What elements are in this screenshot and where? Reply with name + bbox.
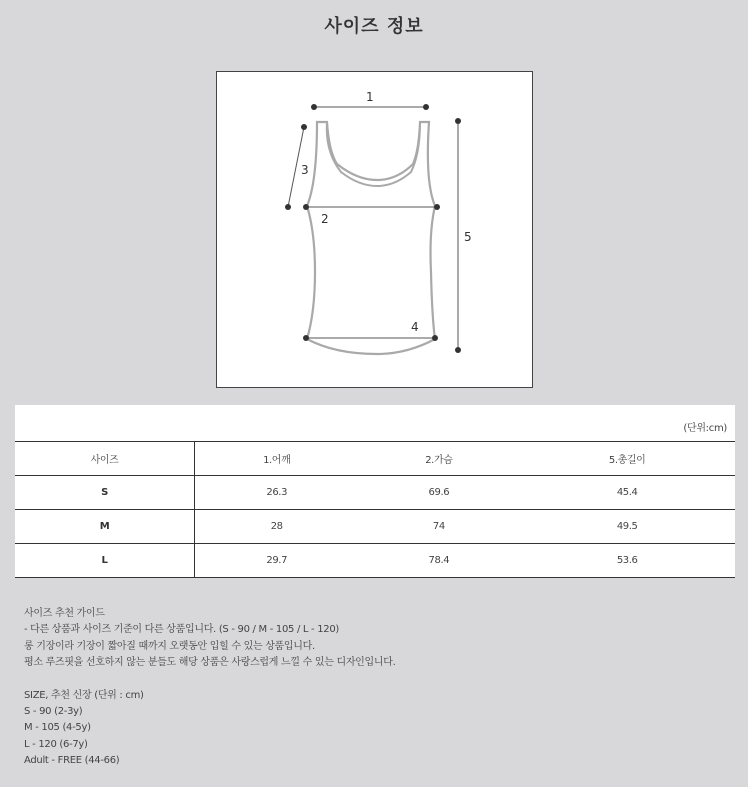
table-row <box>15 544 735 578</box>
height-guide-line: M - 105 (4-5y) <box>24 722 91 734</box>
header-chest: 2.가슴 <box>358 442 519 476</box>
header-length: 5.총길이 <box>519 442 735 476</box>
cell-chest: 69.6 <box>358 476 519 510</box>
table-row <box>15 476 735 510</box>
label-1: 1 <box>366 90 374 104</box>
unit-label: (단위:cm) <box>683 423 727 434</box>
height-guide-line: S - 90 (2-3y) <box>24 706 83 718</box>
cell-shoulder: 28 <box>195 510 359 544</box>
size-table <box>15 441 735 578</box>
guide-line: 평소 루즈핏을 선호하지 않는 분들도 해당 상품은 사랑스럽게 느낄 수 있는 디자인입니다. <box>24 657 396 669</box>
table-row <box>15 510 735 544</box>
height-guide-line: Adult - FREE (44-66) <box>24 755 120 767</box>
garment-neckline-inner <box>327 122 420 186</box>
cell-shoulder: 26.3 <box>195 476 359 510</box>
cell-shoulder: 29.7 <box>195 544 359 578</box>
cell-chest: 78.4 <box>358 544 519 578</box>
guide-heading: 사이즈 추천 가이드 <box>24 608 105 619</box>
size-diagram <box>216 71 533 388</box>
label-4: 4 <box>411 320 419 334</box>
header-size: 사이즈 <box>15 442 195 476</box>
cell-size: L <box>15 544 195 578</box>
cell-size: M <box>15 510 195 544</box>
height-guide-heading: SIZE, 추천 신장 (단위 : cm) <box>24 689 144 701</box>
cell-size: S <box>15 476 195 510</box>
table-header-row <box>15 442 735 476</box>
guide-line: 롱 기장이라 기장이 짧아질 때까지 오랫동안 입힐 수 있는 상품입니다. <box>24 640 315 652</box>
cell-length: 45.4 <box>519 476 735 510</box>
page-title: 사이즈 정보 <box>324 16 424 37</box>
label-3: 3 <box>301 163 309 177</box>
cell-length: 53.6 <box>519 544 735 578</box>
guide-line: - 다른 상품과 사이즈 기준이 다른 상품입니다. (S - 90 / M - 105 / L - 120) <box>24 624 340 636</box>
cell-chest: 74 <box>358 510 519 544</box>
height-guide-line: L - 120 (6-7y) <box>24 738 88 750</box>
header-shoulder: 1.어깨 <box>195 442 359 476</box>
size-guide <box>24 606 396 770</box>
size-table-panel <box>15 405 735 578</box>
label-2: 2 <box>321 212 329 226</box>
label-5: 5 <box>464 230 472 244</box>
cell-length: 49.5 <box>519 510 735 544</box>
tank-top-illustration <box>217 72 532 387</box>
